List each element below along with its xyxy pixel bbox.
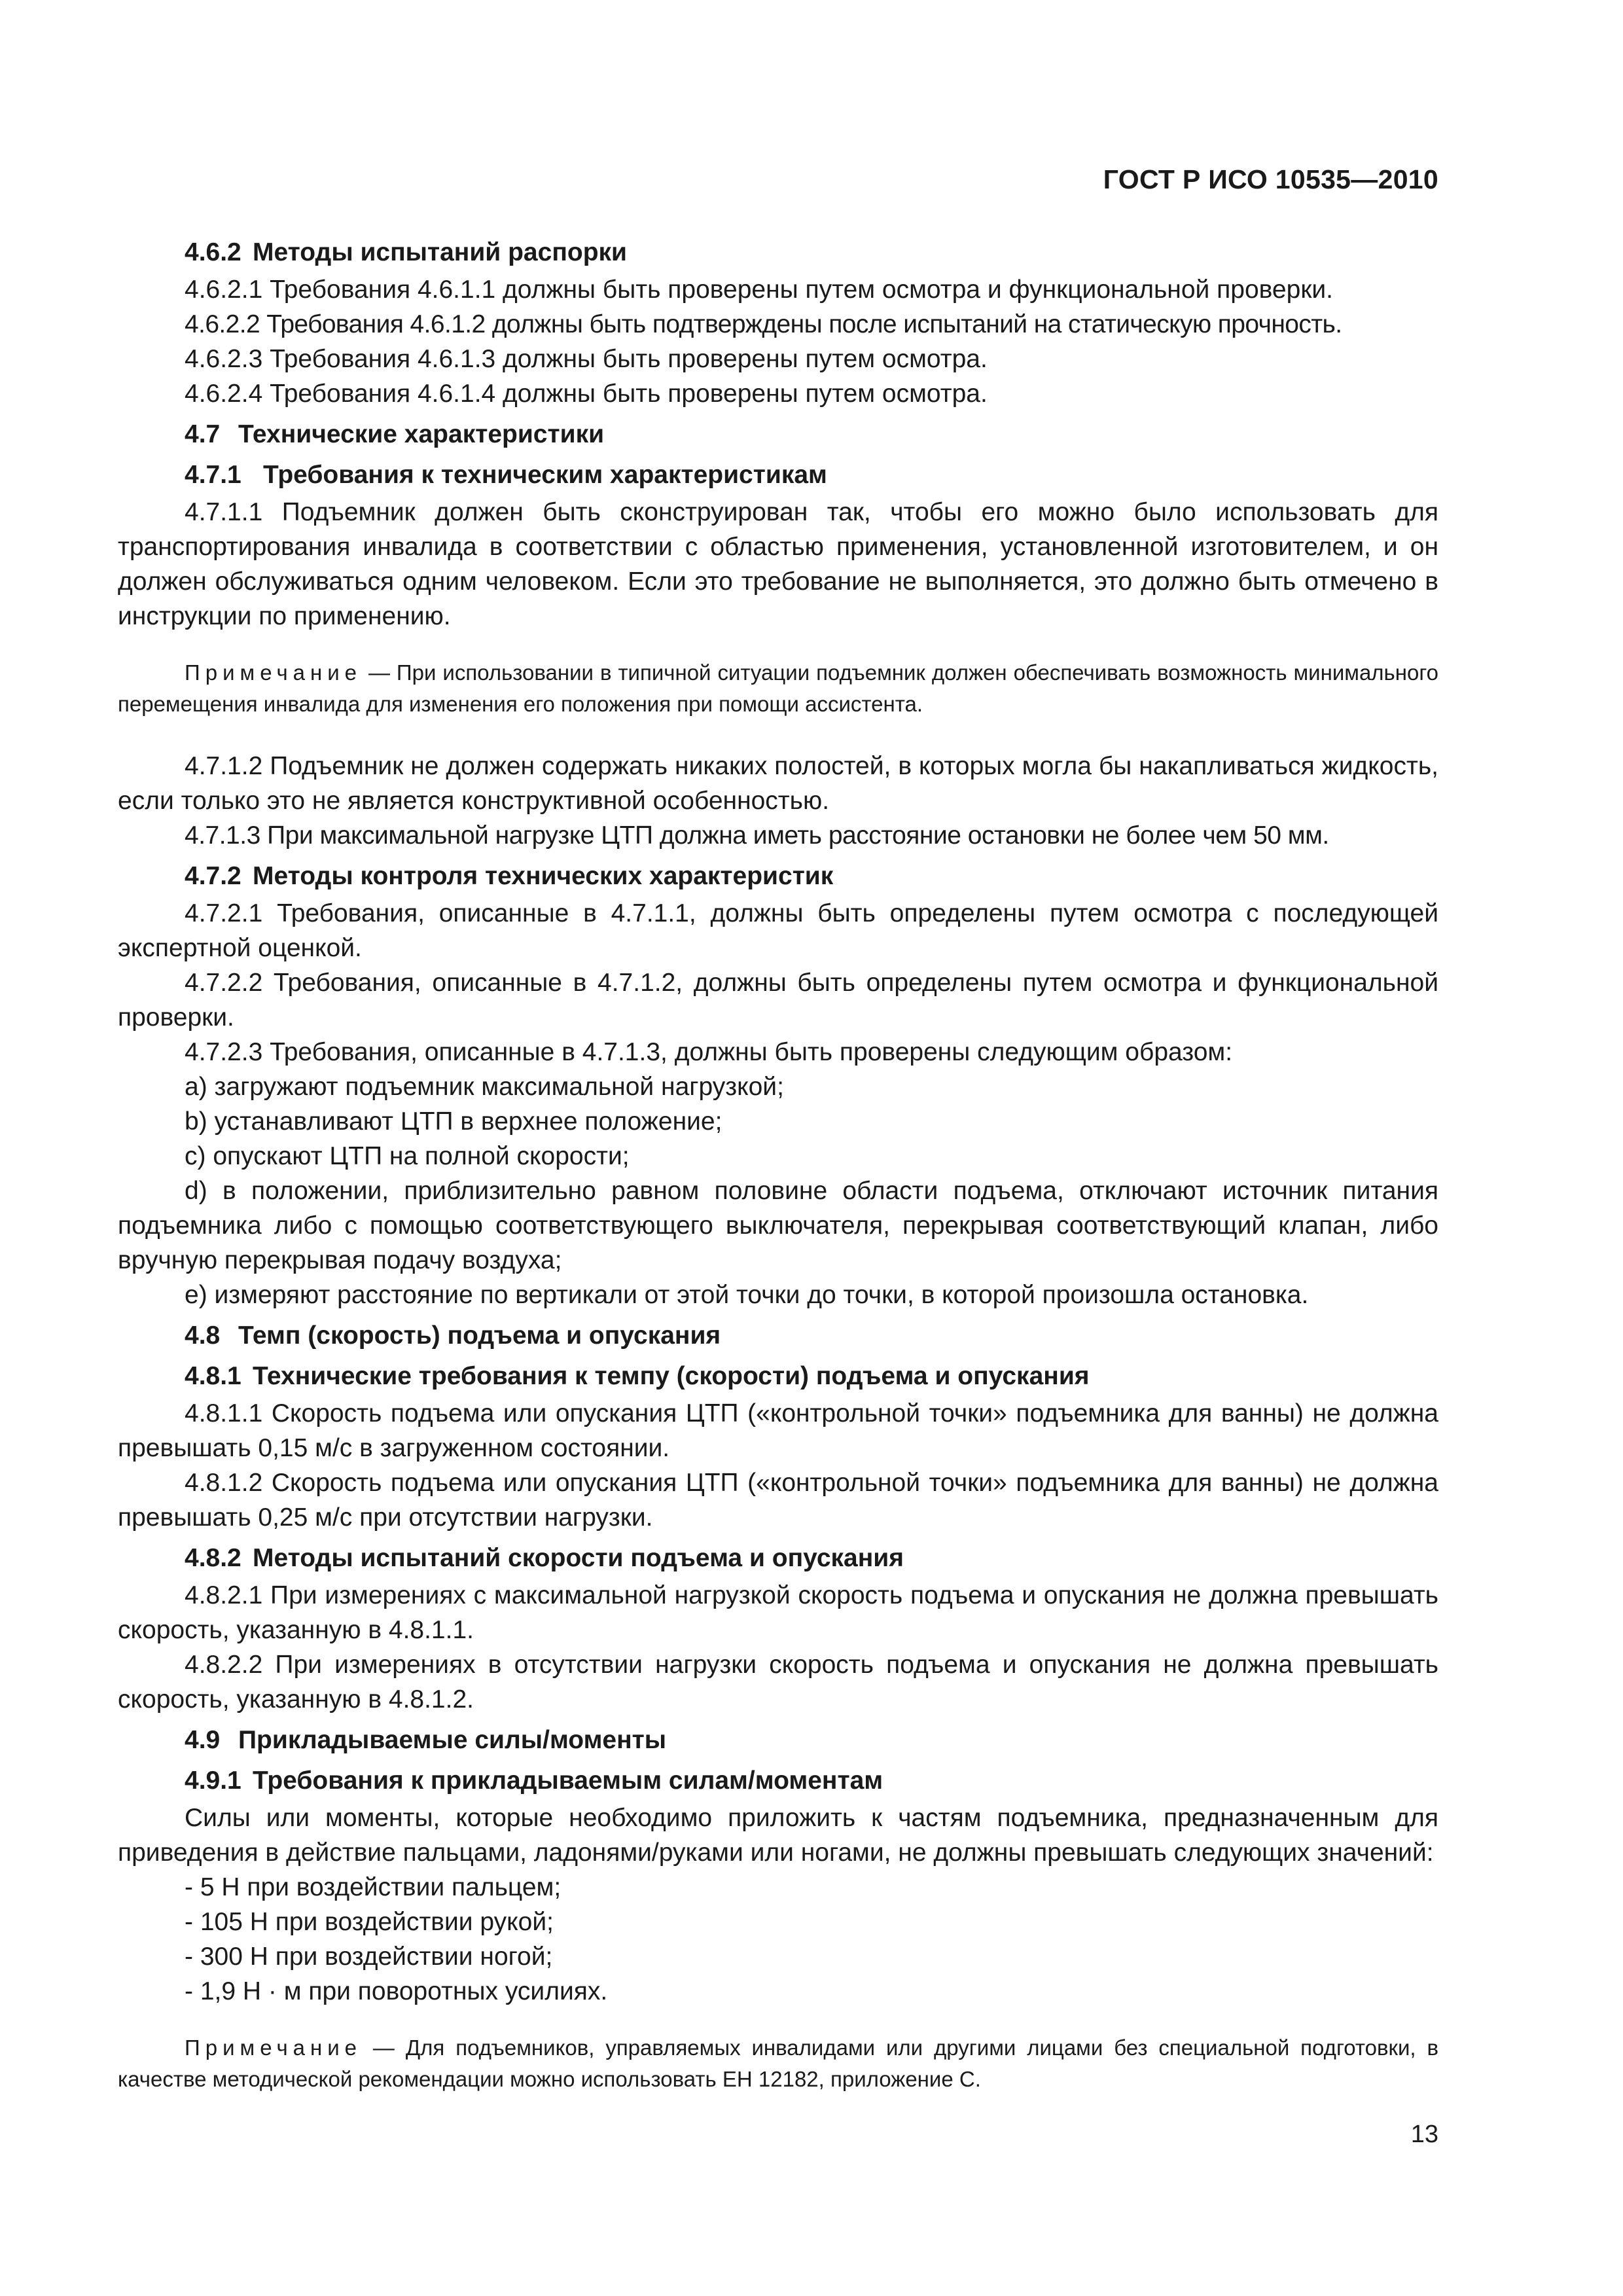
list-item: b) устанавливают ЦТП в верхнее положение; — [185, 1107, 722, 1136]
heading-4-8-2 — [185, 1541, 1438, 1575]
note-lead: Примечание — [185, 2036, 363, 2060]
paragraph-4-9-1: Силы или моменты, которые необходимо приложить к частям подъемника, предназначенным для приведения в действие пальцами, ладонями/руками или ногами, не должны превышать следующих значений: — [118, 1804, 1438, 1867]
heading-number: 4.8.2 — [185, 1544, 241, 1572]
list-item: - 300 Н при воздействии ногой; — [185, 1943, 553, 1971]
heading-title: Требования к техническим характеристикам — [263, 461, 827, 489]
heading-number: 4.9.1 — [185, 1767, 241, 1795]
heading-number: 4.9 — [185, 1726, 221, 1754]
note-1 — [118, 657, 1438, 720]
list-item: e) измеряют расстояние по вертикали от этой точки до точки, в которой произошла остановка. — [185, 1281, 1309, 1309]
heading-number: 4.7.2 — [185, 862, 241, 890]
heading-title: Технические характеристики — [238, 420, 605, 448]
heading-4-8 — [185, 1318, 1438, 1353]
paragraph-4-8-2-1: 4.8.2.1 При измерениях с максимальной нагрузкой скорость подъема и опускания не должна превышать скорость, указанную в 4.8.1.1. — [118, 1581, 1438, 1644]
heading-number: 4.7.1 — [185, 461, 241, 489]
page-number: 13 — [1410, 2121, 1438, 2148]
paragraph-4-8-1-1: 4.8.1.1 Скорость подъема или опускания ЦТП («контрольной точки» подъемника для ванны) не должна превышать 0,15 м/с в загруженном состоянии. — [118, 1399, 1438, 1462]
heading-4-9 — [185, 1723, 1438, 1757]
heading-title: Темп (скорость) подъема и опускания — [238, 1321, 721, 1350]
paragraph-4-6-2-4: 4.6.2.4 Требования 4.6.1.4 должны быть проверены путем осмотра. — [185, 380, 988, 408]
heading-number: 4.6.2 — [185, 238, 241, 266]
paragraph-4-6-2-2: 4.6.2.2 Требования 4.6.1.2 должны быть подтверждены после испытаний на статическую прочность. — [185, 310, 1342, 338]
list-item: - 1,9 Н · м при поворотных усилиях. — [185, 1977, 608, 2005]
note-text: — Для подъемников, управляемых инвалидами или другими лицами без специальной подготовки, в качестве методической рекомендации можно использовать ЕН 12182, приложение С. — [118, 2036, 1438, 2091]
heading-number: 4.8.1 — [185, 1362, 241, 1390]
document-code: ГОСТ Р ИСО 10535—2010 — [1103, 164, 1438, 194]
paragraph-4-7-2-2: 4.7.2.2 Требования, описанные в 4.7.1.2, должны быть определены путем осмотра и функциональной проверки. — [118, 969, 1438, 1031]
list-item: a) загружают подъемник максимальной нагрузкой; — [185, 1073, 784, 1101]
heading-title: Методы контроля технических характеристик — [253, 862, 834, 890]
heading-4-6-2 — [185, 235, 1438, 270]
heading-number: 4.8 — [185, 1321, 221, 1350]
paragraph-4-6-2-1: 4.6.2.1 Требования 4.6.1.1 должны быть проверены путем осмотра и функциональной проверки. — [185, 276, 1333, 304]
paragraph-4-7-1-1: 4.7.1.1 Подъемник должен быть сконструирован так, чтобы его можно было использовать для транспортирования инвалида в соответствии с областью применения, установленной изготовителем, и он должен обслуживаться одним человеком. Если это требование не выполняется, это должно быть отмечено в инструкции по применению. — [118, 498, 1438, 630]
heading-title: Требования к прикладываемым силам/моментам — [253, 1767, 883, 1795]
paragraph-4-7-1-2: 4.7.1.2 Подъемник не должен содержать никаких полостей, в которых могла бы накапливаться жидкость, если только это не является конструктивной особенностью. — [118, 752, 1438, 815]
list-item: d) в положении, приблизительно равном половине области подъема, отключают источник питания подъемника либо с помощью соответствующего выключателя, перекрывая соответствующий клапан, либо вручную перекрывая подачу воздуха; — [118, 1177, 1438, 1274]
heading-4-7-2 — [185, 859, 1438, 893]
heading-title: Прикладываемые силы/моменты — [238, 1726, 667, 1754]
page-content — [118, 229, 1438, 2124]
heading-title: Методы испытаний распорки — [253, 238, 628, 266]
paragraph-4-7-1-3: 4.7.1.3 При максимальной нагрузке ЦТП должна иметь расстояние остановки не более чем 50 мм. — [185, 821, 1329, 850]
list-item: - 105 Н при воздействии рукой; — [185, 1908, 554, 1936]
paragraph-4-7-2-1: 4.7.2.1 Требования, описанные в 4.7.1.1, должны быть определены путем осмотра с последующей экспертной оценкой. — [118, 899, 1438, 962]
paragraph-4-7-2-3: 4.7.2.3 Требования, описанные в 4.7.1.3, должны быть проверены следующим образом: — [185, 1038, 1233, 1066]
heading-4-9-1 — [185, 1763, 1438, 1798]
heading-4-8-1 — [185, 1359, 1438, 1393]
paragraph-4-8-2-2: 4.8.2.2 При измерениях в отсутствии нагрузки скорость подъема и опускания не должна превышать скорость, указанную в 4.8.1.2. — [118, 1651, 1438, 1713]
heading-number: 4.7 — [185, 420, 221, 448]
heading-4-7-1 — [185, 457, 1438, 492]
heading-title: Методы испытаний скорости подъема и опускания — [253, 1544, 904, 1572]
note-2 — [118, 2032, 1438, 2095]
note-lead: Примечание — [185, 660, 363, 685]
paragraph-4-8-1-2: 4.8.1.2 Скорость подъема или опускания ЦТП («контрольной точки» подъемника для ванны) не должна превышать 0,25 м/с при отсутствии нагрузки. — [118, 1469, 1438, 1532]
heading-title: Технические требования к темпу (скорости) подъема и опускания — [253, 1362, 1090, 1390]
heading-4-7 — [185, 417, 1438, 452]
note-text: — При использовании в типичной ситуации подъемник должен обеспечивать возможность минимального перемещения инвалида для изменения его положения при помощи ассистента. — [118, 660, 1438, 716]
list-4-7-2-3 — [118, 1069, 1438, 1312]
list-item: c) опускают ЦТП на полной скорости; — [185, 1142, 630, 1170]
list-4-9-1 — [118, 1870, 1438, 2009]
list-item: - 5 Н при воздействии пальцем; — [185, 1873, 562, 1901]
paragraph-4-6-2-3: 4.6.2.3 Требования 4.6.1.3 должны быть проверены путем осмотра. — [185, 345, 988, 373]
